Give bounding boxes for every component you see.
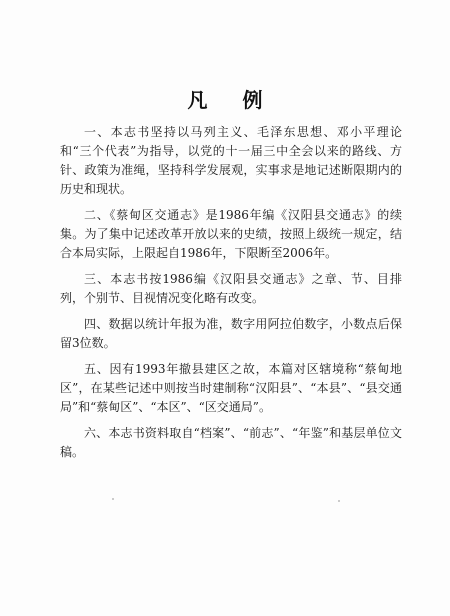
paragraph-1: 一、本志书坚持以马列主义、毛泽东思想、邓小平理论和“三个代表”为指导，以党的十一届三中全会以来的路线、方针、政策为准绳，坚持科学发展观，实事求是地记述断限期内的历史和现状。 (60, 125, 402, 196)
paragraph-2: 二、《蔡甸区交通志》是1986年编《汉阳县交通志》的续集。为了集中记述改革开放以来的史绩，按照上级统一规定，结合本局实际，上限起自1986年，下限断至2006年。 (60, 208, 402, 260)
page-title: 凡 例 (187, 88, 277, 112)
scan-speck (112, 498, 114, 500)
paragraph-4: 四、数据以统计年报为准，数字用阿拉伯数字，小数点后保留3位数。 (60, 317, 402, 350)
scan-speck (338, 500, 340, 502)
paragraph-6: 六、本志书资料取自“档案”、“前志”、“年鉴”和基层单位文稿。 (60, 426, 402, 459)
paragraph-3: 三、本志书按1986编《汉阳县交通志》之章、节、目排列，个别节、目视情况变化略有改变。 (60, 272, 402, 305)
paragraph-5: 五、因有1993年撤县建区之故，本篇对区辖境称“蔡甸地区”，在某些记述中则按当时建制称“汉阳县”、“本县”、“县交通局”和“蔡甸区”、“本区”、“区交通局”。 (60, 362, 402, 414)
document-body (60, 123, 402, 469)
